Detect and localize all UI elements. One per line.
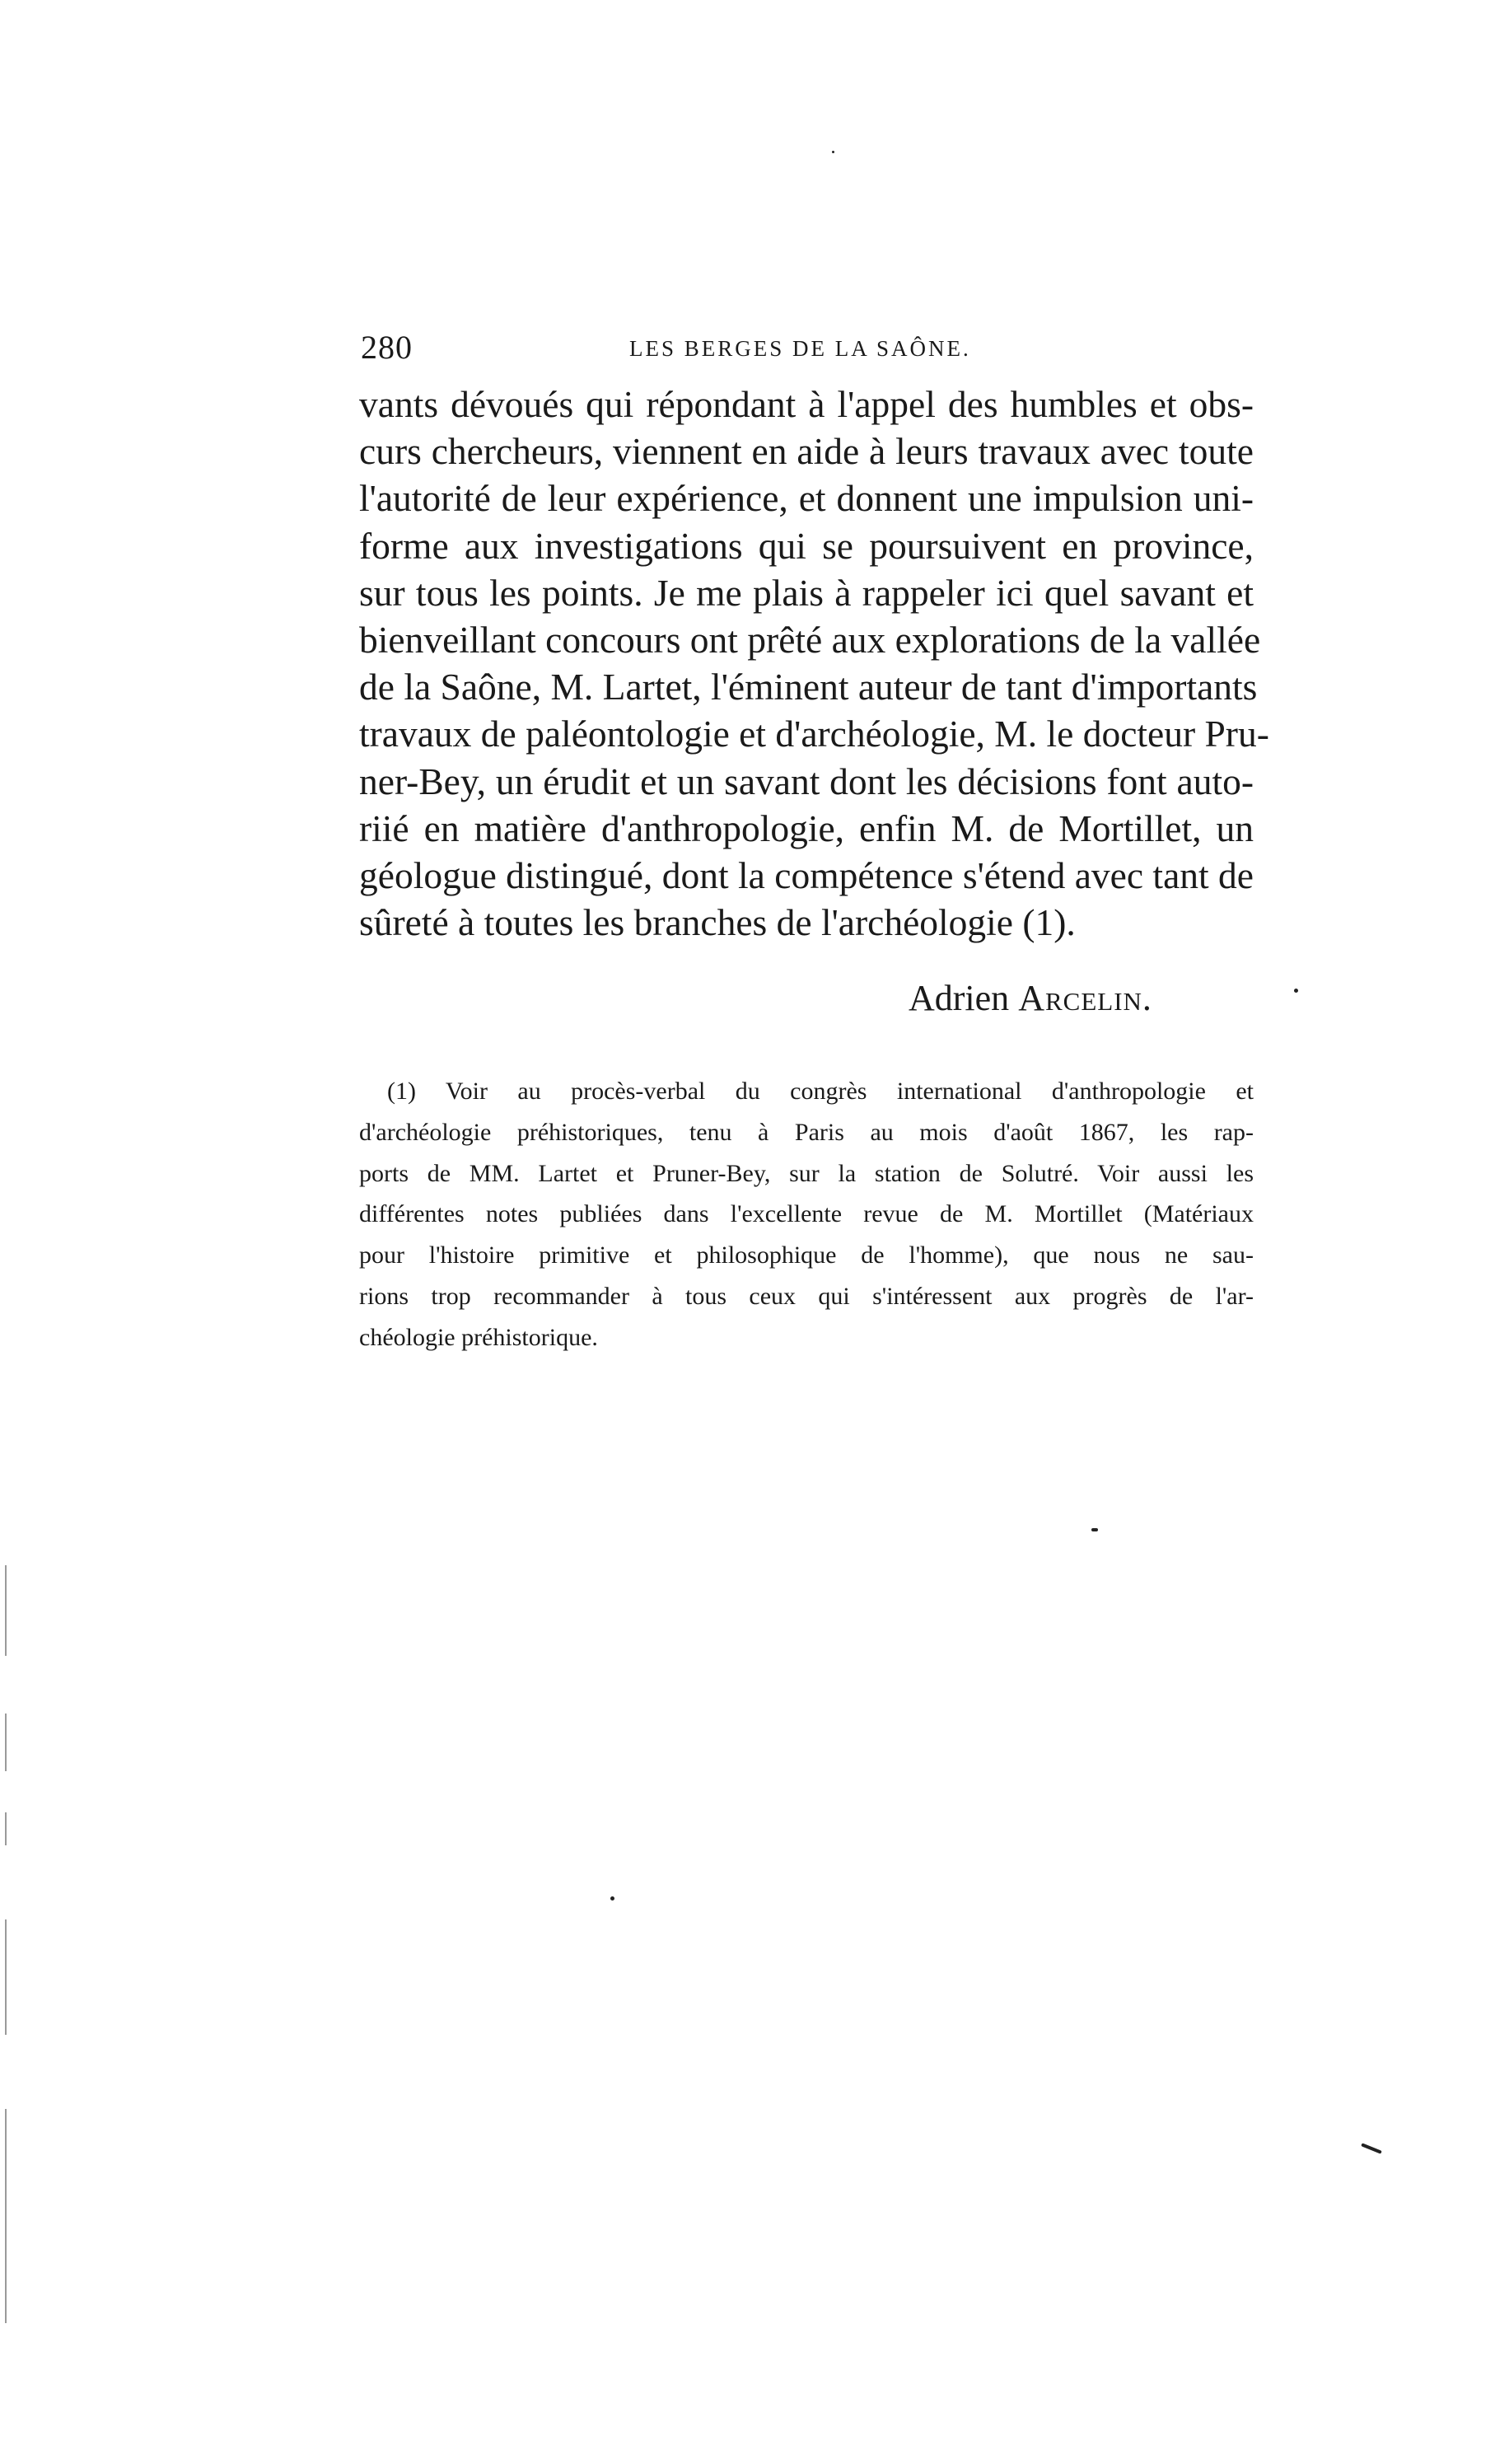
body-line: sur tous les points. Je me plais à rappeler ici quel savant et [359,571,1254,614]
scan-speck [1361,2143,1382,2153]
author-last-name: Arcelin. [1018,978,1152,1018]
scan-edge-mark [5,1812,7,1845]
scan-speck [832,151,834,153]
body-line: riié en matière d'anthropologie, enfin M. de Mortillet, un [359,807,1254,849]
page-number: 280 [361,329,413,366]
footnote-line: différentes notes publiées dans l'excellente revue de M. Mortillet (Matériaux [359,1200,1254,1228]
body-line: l'autorité de leur expérience, et donnent une impulsion uni- [359,477,1254,520]
scan-edge-mark [5,1919,7,2035]
footnote-line: chéologie préhistorique. [359,1323,598,1351]
scan-edge-mark [5,1565,7,1656]
body-line: vants dévoués qui répondant à l'appel des humbles et obs- [359,383,1254,425]
author-first-name: Adrien [909,978,1010,1018]
page-header [361,328,1250,369]
scan-speck [1091,1528,1098,1531]
body-line: ner-Bey, un érudit et un savant dont les décisions font auto- [359,760,1254,802]
running-head: LES BERGES DE LA SAÔNE. [629,336,971,361]
footnote-line: pour l'histoire primitive et philosophique de l'homme), que nous ne sau- [359,1241,1254,1269]
body-line: sûreté à toutes les branches de l'archéologie (1). [359,901,1076,944]
footnote-line: (1) Voir au procès-verbal du congrès international d'anthropologie et [387,1078,1254,1105]
body-line: géologue distingué, dont la compétence s'étend avec tant de [359,853,1254,896]
body-line: travaux de paléontologie et d'archéologie, M. le docteur Pru- [359,713,1269,755]
body-line: bienveillant concours ont prêté aux explorations de la vallée [359,618,1261,661]
scan-speck [1294,989,1298,993]
footnote-line: ports de MM. Lartet et Pruner-Bey, sur la station de Solutré. Voir aussi les [359,1159,1254,1187]
body-paragraph [359,381,1269,946]
author-signature [909,977,1152,1019]
scan-speck [610,1896,614,1901]
footnote-line: rions trop recommander à tous ceux qui s'intéressent aux progrès de l'ar- [359,1282,1254,1310]
body-line: forme aux investigations qui se poursuivent en province, [359,524,1254,567]
body-line: de la Saône, M. Lartet, l'éminent auteur de tant d'importants [359,666,1258,708]
footnote-line: d'archéologie préhistoriques, tenu à Paris au mois d'août 1867, les rap- [359,1118,1254,1146]
scan-edge-mark [5,1714,7,1771]
scan-edge-mark [5,2109,7,2323]
body-line: curs chercheurs, viennent en aide à leurs travaux avec toute [359,430,1254,473]
footnote [359,1071,1254,1358]
